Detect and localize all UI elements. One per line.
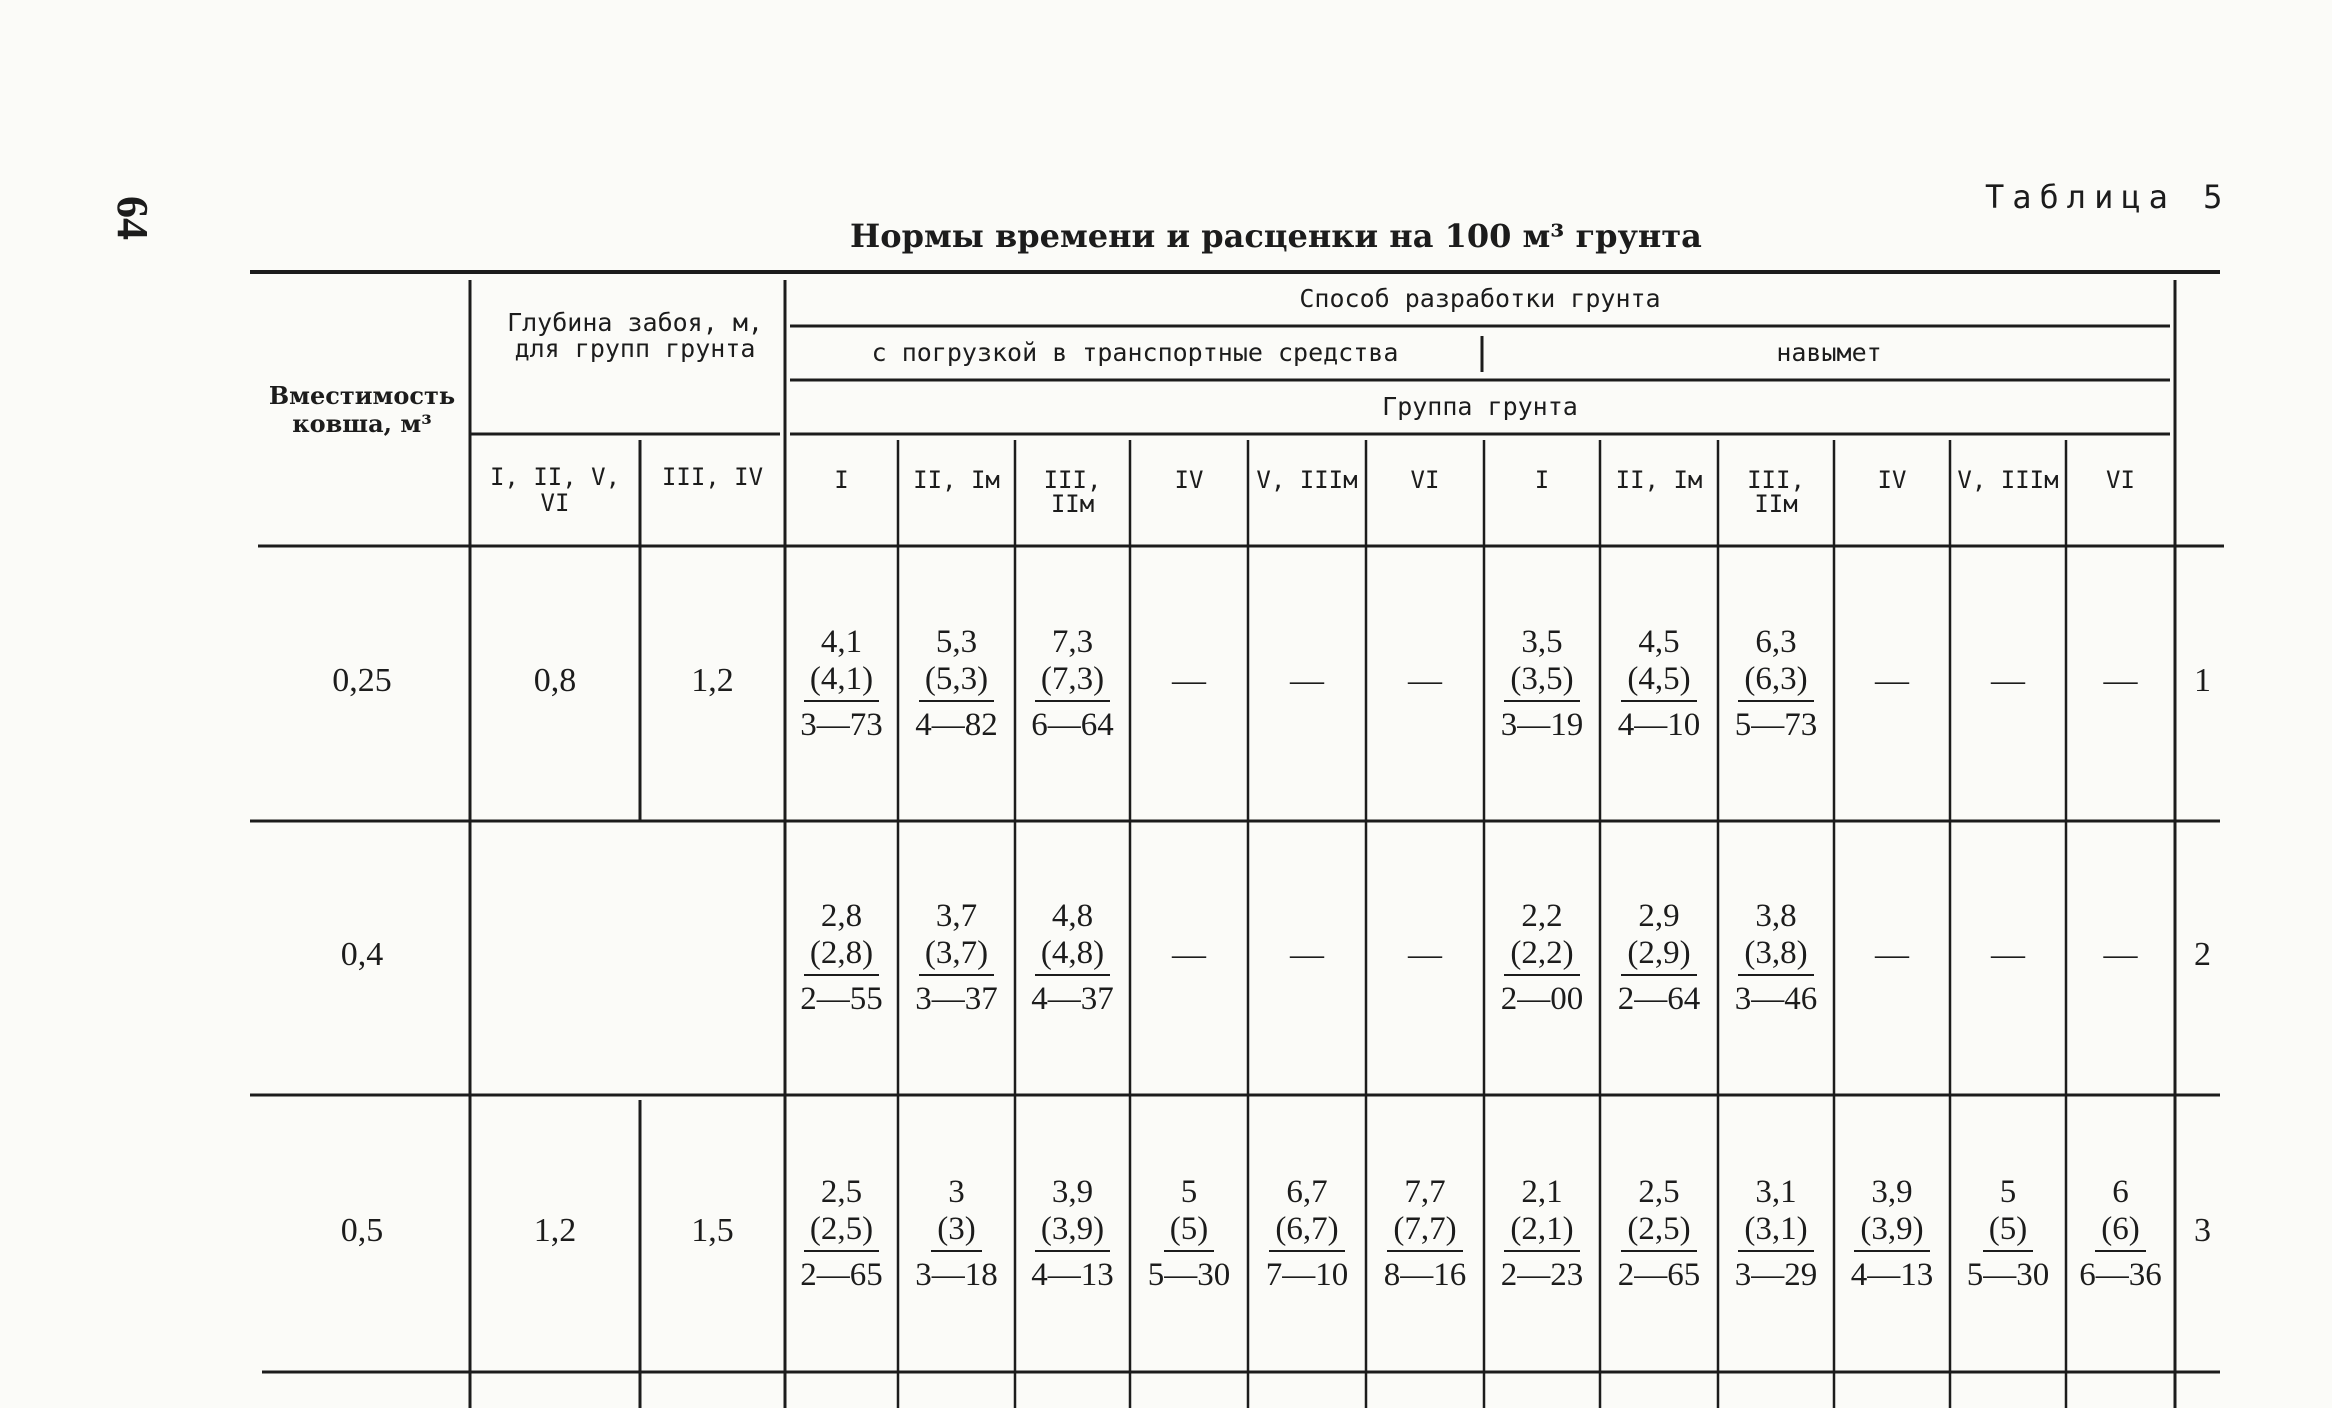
rate-price: 3—18	[915, 1256, 998, 1293]
norm-fraction	[804, 898, 879, 976]
norm-fraction	[1035, 898, 1110, 976]
row-number: 2	[2194, 936, 2211, 973]
soil-group-header: V, IIIм	[1256, 466, 1358, 494]
rate-price: 4—13	[1031, 1256, 1114, 1293]
rate-cell	[1950, 1174, 2066, 1294]
empty-dash: —	[2103, 661, 2138, 699]
table-title: Нормы времени и расценки на 100 м³ грунта	[850, 217, 1702, 255]
header-loading: с погрузкой в транспортные средства	[871, 338, 1399, 367]
soil-group-header: II, Iм	[1615, 466, 1703, 494]
time-norm: 3,8	[1755, 898, 1797, 934]
rate-cell	[1366, 1174, 1484, 1294]
empty-dash: —	[1290, 661, 1324, 699]
norm-fraction	[1854, 1174, 1929, 1252]
rate-cell	[1015, 1174, 1130, 1294]
rate-price: 4—82	[915, 706, 998, 743]
rate-price: 2—65	[800, 1256, 883, 1293]
rate-cell	[1600, 624, 1718, 744]
rate-price: 3—46	[1734, 981, 1818, 1017]
rate-cell	[1834, 1174, 1950, 1294]
header-spoil: навымет	[1776, 338, 1882, 367]
time-norm: 2,5	[1638, 1173, 1680, 1210]
soil-group-header: I	[1534, 466, 1550, 494]
time-norm-alt: (7,7)	[1393, 1210, 1457, 1247]
rate-price: 8—16	[1383, 1256, 1467, 1293]
bucket-capacity: 0,4	[340, 936, 384, 973]
depth-value: 1,2	[691, 661, 734, 699]
time-norm-alt: (4,5)	[1627, 660, 1691, 697]
norm-fraction	[1621, 898, 1696, 976]
rate-cell	[785, 898, 898, 1018]
time-norm-alt: (2,8)	[809, 935, 874, 971]
time-norm: 7,3	[1051, 623, 1094, 660]
header-method: Способ разработки грунта	[1299, 284, 1661, 313]
norm-fraction	[1621, 624, 1696, 702]
rate-cell	[1015, 624, 1130, 744]
rate-cell	[1130, 1174, 1248, 1294]
rate-price: 3—29	[1734, 1256, 1818, 1293]
rate-cell	[898, 898, 1015, 1018]
norm-fraction	[1504, 1174, 1579, 1252]
rate-price: 3—73	[800, 706, 883, 743]
rate-cell	[1484, 898, 1600, 1018]
time-norm-alt: (3,9)	[1040, 1210, 1105, 1247]
page-number: 64	[108, 196, 157, 240]
rate-cell	[1484, 624, 1600, 744]
rate-price: 4—37	[1031, 981, 1114, 1017]
time-norm: 3,5	[1521, 623, 1563, 660]
bucket-capacity: 0,5	[340, 1211, 384, 1249]
rate-cell	[1015, 898, 1130, 1018]
empty-dash: —	[1991, 661, 2025, 699]
empty-dash: —	[1875, 661, 1909, 699]
soil-group-header: II, Iм	[913, 466, 1000, 494]
rate-cell	[898, 1174, 1015, 1294]
depth-value: 0,8	[533, 661, 577, 699]
norm-fraction	[919, 624, 994, 702]
row-number: 1	[2194, 661, 2211, 699]
time-norm-alt: (3)	[937, 1210, 976, 1247]
time-norm: 6,3	[1755, 623, 1797, 660]
row-number: 3	[2194, 1211, 2211, 1249]
empty-dash: —	[1875, 936, 1909, 973]
rate-price: 2—00	[1500, 981, 1584, 1017]
time-norm: 3,9	[1051, 1173, 1094, 1210]
rate-price: 2—55	[800, 981, 883, 1017]
time-norm: 2,2	[1521, 898, 1563, 934]
rate-price: 2—23	[1500, 1256, 1584, 1293]
rate-cell	[1718, 898, 1834, 1018]
time-norm-alt: (3,5)	[1510, 660, 1574, 697]
rate-price: 6—64	[1031, 706, 1114, 743]
time-norm: 3,7	[935, 898, 978, 934]
time-norm: 2,9	[1638, 898, 1680, 934]
empty-dash: —	[1991, 936, 2025, 973]
time-norm: 2,8	[820, 898, 863, 934]
header-depth: Глубина забоя, м, для групп грунта	[507, 308, 763, 363]
time-norm-alt: (6,7)	[1275, 1210, 1339, 1247]
norm-fraction	[1035, 624, 1110, 702]
depth-group-header: III, IV	[661, 463, 764, 491]
time-norm-alt: (6,3)	[1744, 660, 1808, 697]
rate-price: 4—13	[1850, 1256, 1934, 1293]
norm-fraction	[1738, 624, 1813, 702]
time-norm-alt: (6)	[2101, 1210, 2140, 1247]
time-norm: 3	[948, 1173, 965, 1210]
norm-fraction	[1164, 1174, 1214, 1252]
time-norm-alt: (2,9)	[1627, 935, 1691, 971]
soil-group-header: V, IIIм	[1957, 466, 2059, 494]
time-norm-alt: (4,1)	[809, 660, 874, 697]
time-norm-alt: (5,3)	[924, 660, 989, 697]
table-label: Таблица 5	[1985, 178, 2231, 216]
soil-group-header: IV	[1174, 466, 1204, 494]
time-norm-alt: (3,9)	[1860, 1210, 1924, 1247]
norm-fraction	[1035, 1174, 1110, 1252]
time-norm: 4,8	[1051, 898, 1094, 934]
rate-cell	[2066, 1174, 2175, 1294]
rate-price: 2—64	[1617, 981, 1701, 1017]
norm-fraction	[1504, 624, 1579, 702]
norm-fraction	[1504, 898, 1579, 976]
time-norm-alt: (2,5)	[1627, 1210, 1691, 1247]
norm-fraction	[931, 1174, 981, 1252]
time-norm-alt: (3,1)	[1744, 1210, 1808, 1247]
time-norm: 2,1	[1521, 1173, 1563, 1210]
depth-value: 1,2	[533, 1211, 577, 1249]
depth-value: 1,5	[691, 1211, 734, 1249]
norm-fraction	[1269, 1174, 1344, 1252]
time-norm-alt: (3,7)	[924, 935, 989, 971]
empty-dash: —	[1408, 936, 1442, 973]
empty-dash: —	[1172, 661, 1206, 699]
rate-cell	[1600, 1174, 1718, 1294]
rate-price: 5—30	[1147, 1256, 1231, 1293]
soil-group-header: VI	[2106, 466, 2135, 494]
norm-fraction	[1983, 1174, 2033, 1252]
time-norm: 2,5	[820, 1173, 863, 1210]
time-norm: 4,1	[820, 623, 863, 660]
time-norm: 4,5	[1638, 623, 1680, 660]
time-norm-alt: (4,8)	[1040, 935, 1105, 971]
empty-dash: —	[1408, 661, 1442, 699]
bucket-capacity: 0,25	[332, 661, 392, 699]
rate-price: 2—65	[1617, 1256, 1701, 1293]
norm-fraction	[919, 898, 994, 976]
time-norm-alt: (2,1)	[1510, 1210, 1574, 1247]
rate-cell	[1248, 1174, 1366, 1294]
norm-fraction	[1387, 1174, 1462, 1252]
depth-group-header: I, II, V, VI	[489, 463, 621, 517]
rate-cell	[785, 1174, 898, 1294]
empty-dash: —	[2103, 936, 2138, 973]
rate-price: 4—10	[1617, 706, 1701, 743]
time-norm: 5	[1180, 1173, 1198, 1210]
header-soil-group: Группа грунта	[1382, 392, 1578, 421]
time-norm: 3,9	[1871, 1173, 1913, 1210]
time-norm-alt: (3,8)	[1744, 935, 1808, 971]
time-norm-alt: (5)	[1988, 1210, 2028, 1247]
time-norm: 6	[2112, 1173, 2129, 1210]
time-norm: 5,3	[935, 623, 978, 660]
rate-cell	[785, 624, 898, 744]
soil-group-header: VI	[1410, 466, 1440, 494]
norm-fraction	[804, 624, 879, 702]
time-norm: 7,7	[1404, 1173, 1446, 1210]
soil-group-header: I	[834, 466, 849, 494]
rate-price: 6—36	[2079, 1256, 2162, 1293]
norm-fraction	[1621, 1174, 1696, 1252]
empty-dash: —	[1290, 936, 1324, 973]
time-norm-alt: (2,2)	[1510, 935, 1574, 971]
header-capacity: Вместимость ковша, м³	[268, 381, 456, 438]
time-norm: 5	[1999, 1173, 2017, 1210]
rate-price: 5—73	[1734, 706, 1818, 743]
time-norm: 6,7	[1286, 1173, 1328, 1210]
norm-fraction	[2095, 1174, 2145, 1252]
norm-fraction	[1738, 1174, 1813, 1252]
rate-cell	[898, 624, 1015, 744]
time-norm-alt: (2,5)	[809, 1210, 874, 1247]
soil-group-header: IV	[1877, 466, 1907, 494]
rate-price: 3—19	[1500, 706, 1584, 743]
rate-cell	[1718, 1174, 1834, 1294]
empty-dash: —	[1172, 936, 1206, 973]
norm-fraction	[1738, 898, 1813, 976]
rate-price: 5—30	[1966, 1256, 2050, 1293]
rate-price: 3—37	[915, 981, 998, 1017]
soil-group-header: III, IIм	[1747, 466, 1805, 518]
rate-price: 7—10	[1265, 1256, 1349, 1293]
rate-cell	[1600, 898, 1718, 1018]
norm-fraction	[804, 1174, 879, 1252]
rate-cell	[1484, 1174, 1600, 1294]
rate-cell	[1718, 624, 1834, 744]
soil-group-header: III, IIм	[1043, 466, 1102, 518]
time-norm-alt: (7,3)	[1040, 660, 1105, 697]
time-norm-alt: (5)	[1169, 1210, 1209, 1247]
time-norm: 3,1	[1755, 1173, 1797, 1210]
